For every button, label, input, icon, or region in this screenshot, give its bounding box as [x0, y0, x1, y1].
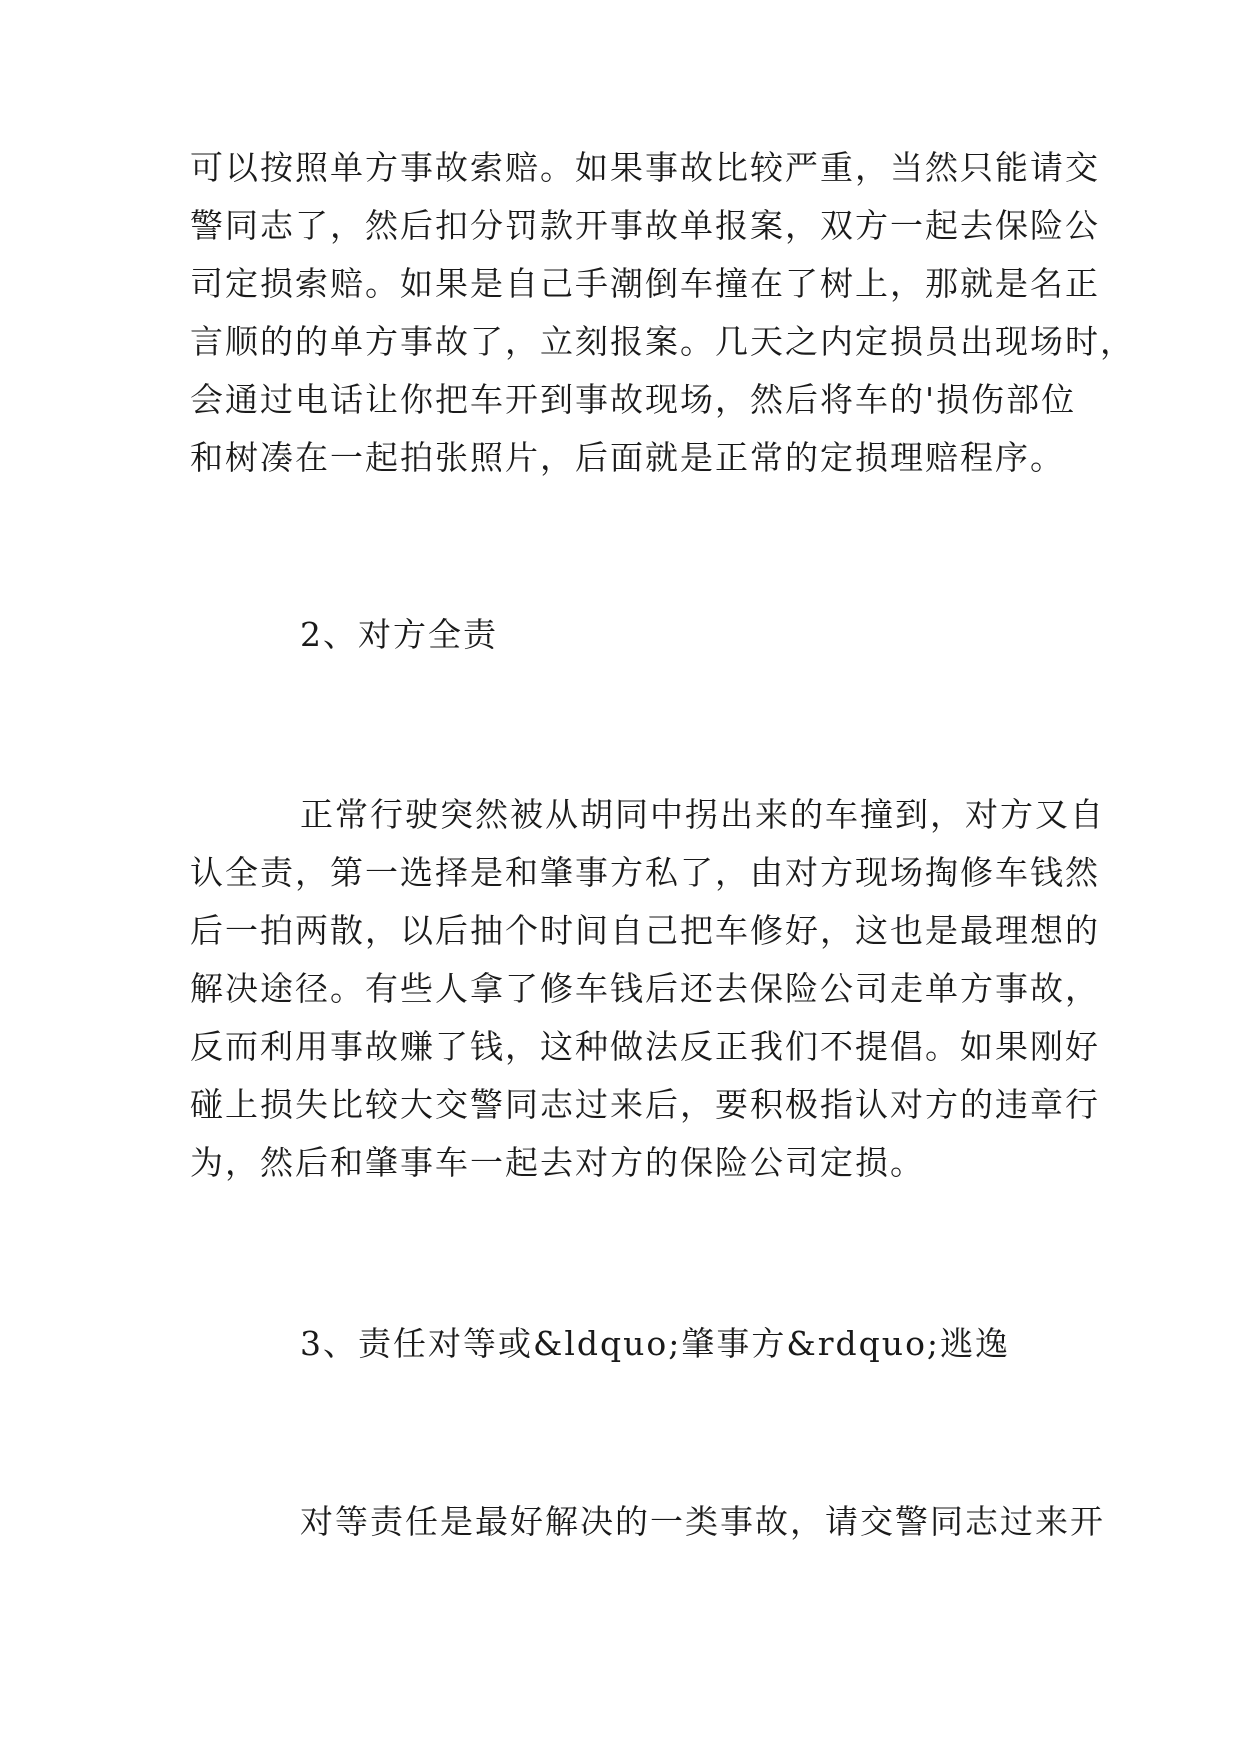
paragraph-1-line-5: 会通过电话让你把车开到事故现场，然后将车的'损伤部位 — [190, 380, 1077, 419]
paragraph-1-line-3: 司定损索赔。如果是自己手潮倒车撞在了树上，那就是名正 — [190, 264, 1100, 303]
paragraph-2-line-2: 认全责，第一选择是和肇事方私了，由对方现场掏修车钱然 — [190, 853, 1100, 892]
section-heading-3: 3、责任对等或&ldquo;肇事方&rdquo;逃逸 — [300, 1324, 1011, 1363]
paragraph-3-line-1: 对等责任是最好解决的一类事故，请交警同志过来开 — [300, 1502, 1105, 1541]
paragraph-1-line-1: 可以按照单方事故索赔。如果事故比较严重，当然只能请交 — [190, 148, 1100, 187]
paragraph-1-line-2: 警同志了，然后扣分罚款开事故单报案，双方一起去保险公 — [190, 206, 1100, 245]
paragraph-2-line-4: 解决途径。有些人拿了修车钱后还去保险公司走单方事故， — [190, 969, 1100, 1008]
paragraph-1-line-6: 和树凑在一起拍张照片，后面就是正常的定损理赔程序。 — [190, 438, 1065, 477]
paragraph-1-line-4: 言顺的的单方事故了，立刻报案。几天之内定损员出现场时， — [190, 322, 1135, 361]
paragraph-2-line-7: 为，然后和肇事车一起去对方的保险公司定损。 — [190, 1143, 925, 1182]
paragraph-2-line-3: 后一拍两散，以后抽个时间自己把车修好，这也是最理想的 — [190, 911, 1100, 950]
section-heading-2: 2、对方全责 — [300, 615, 498, 654]
paragraph-2-line-5: 反而利用事故赚了钱，这种做法反正我们不提倡。如果刚好 — [190, 1027, 1100, 1066]
paragraph-2-line-1: 正常行驶突然被从胡同中拐出来的车撞到，对方又自 — [300, 795, 1105, 834]
paragraph-2-line-6: 碰上损失比较大交警同志过来后，要积极指认对方的违章行 — [190, 1085, 1100, 1124]
